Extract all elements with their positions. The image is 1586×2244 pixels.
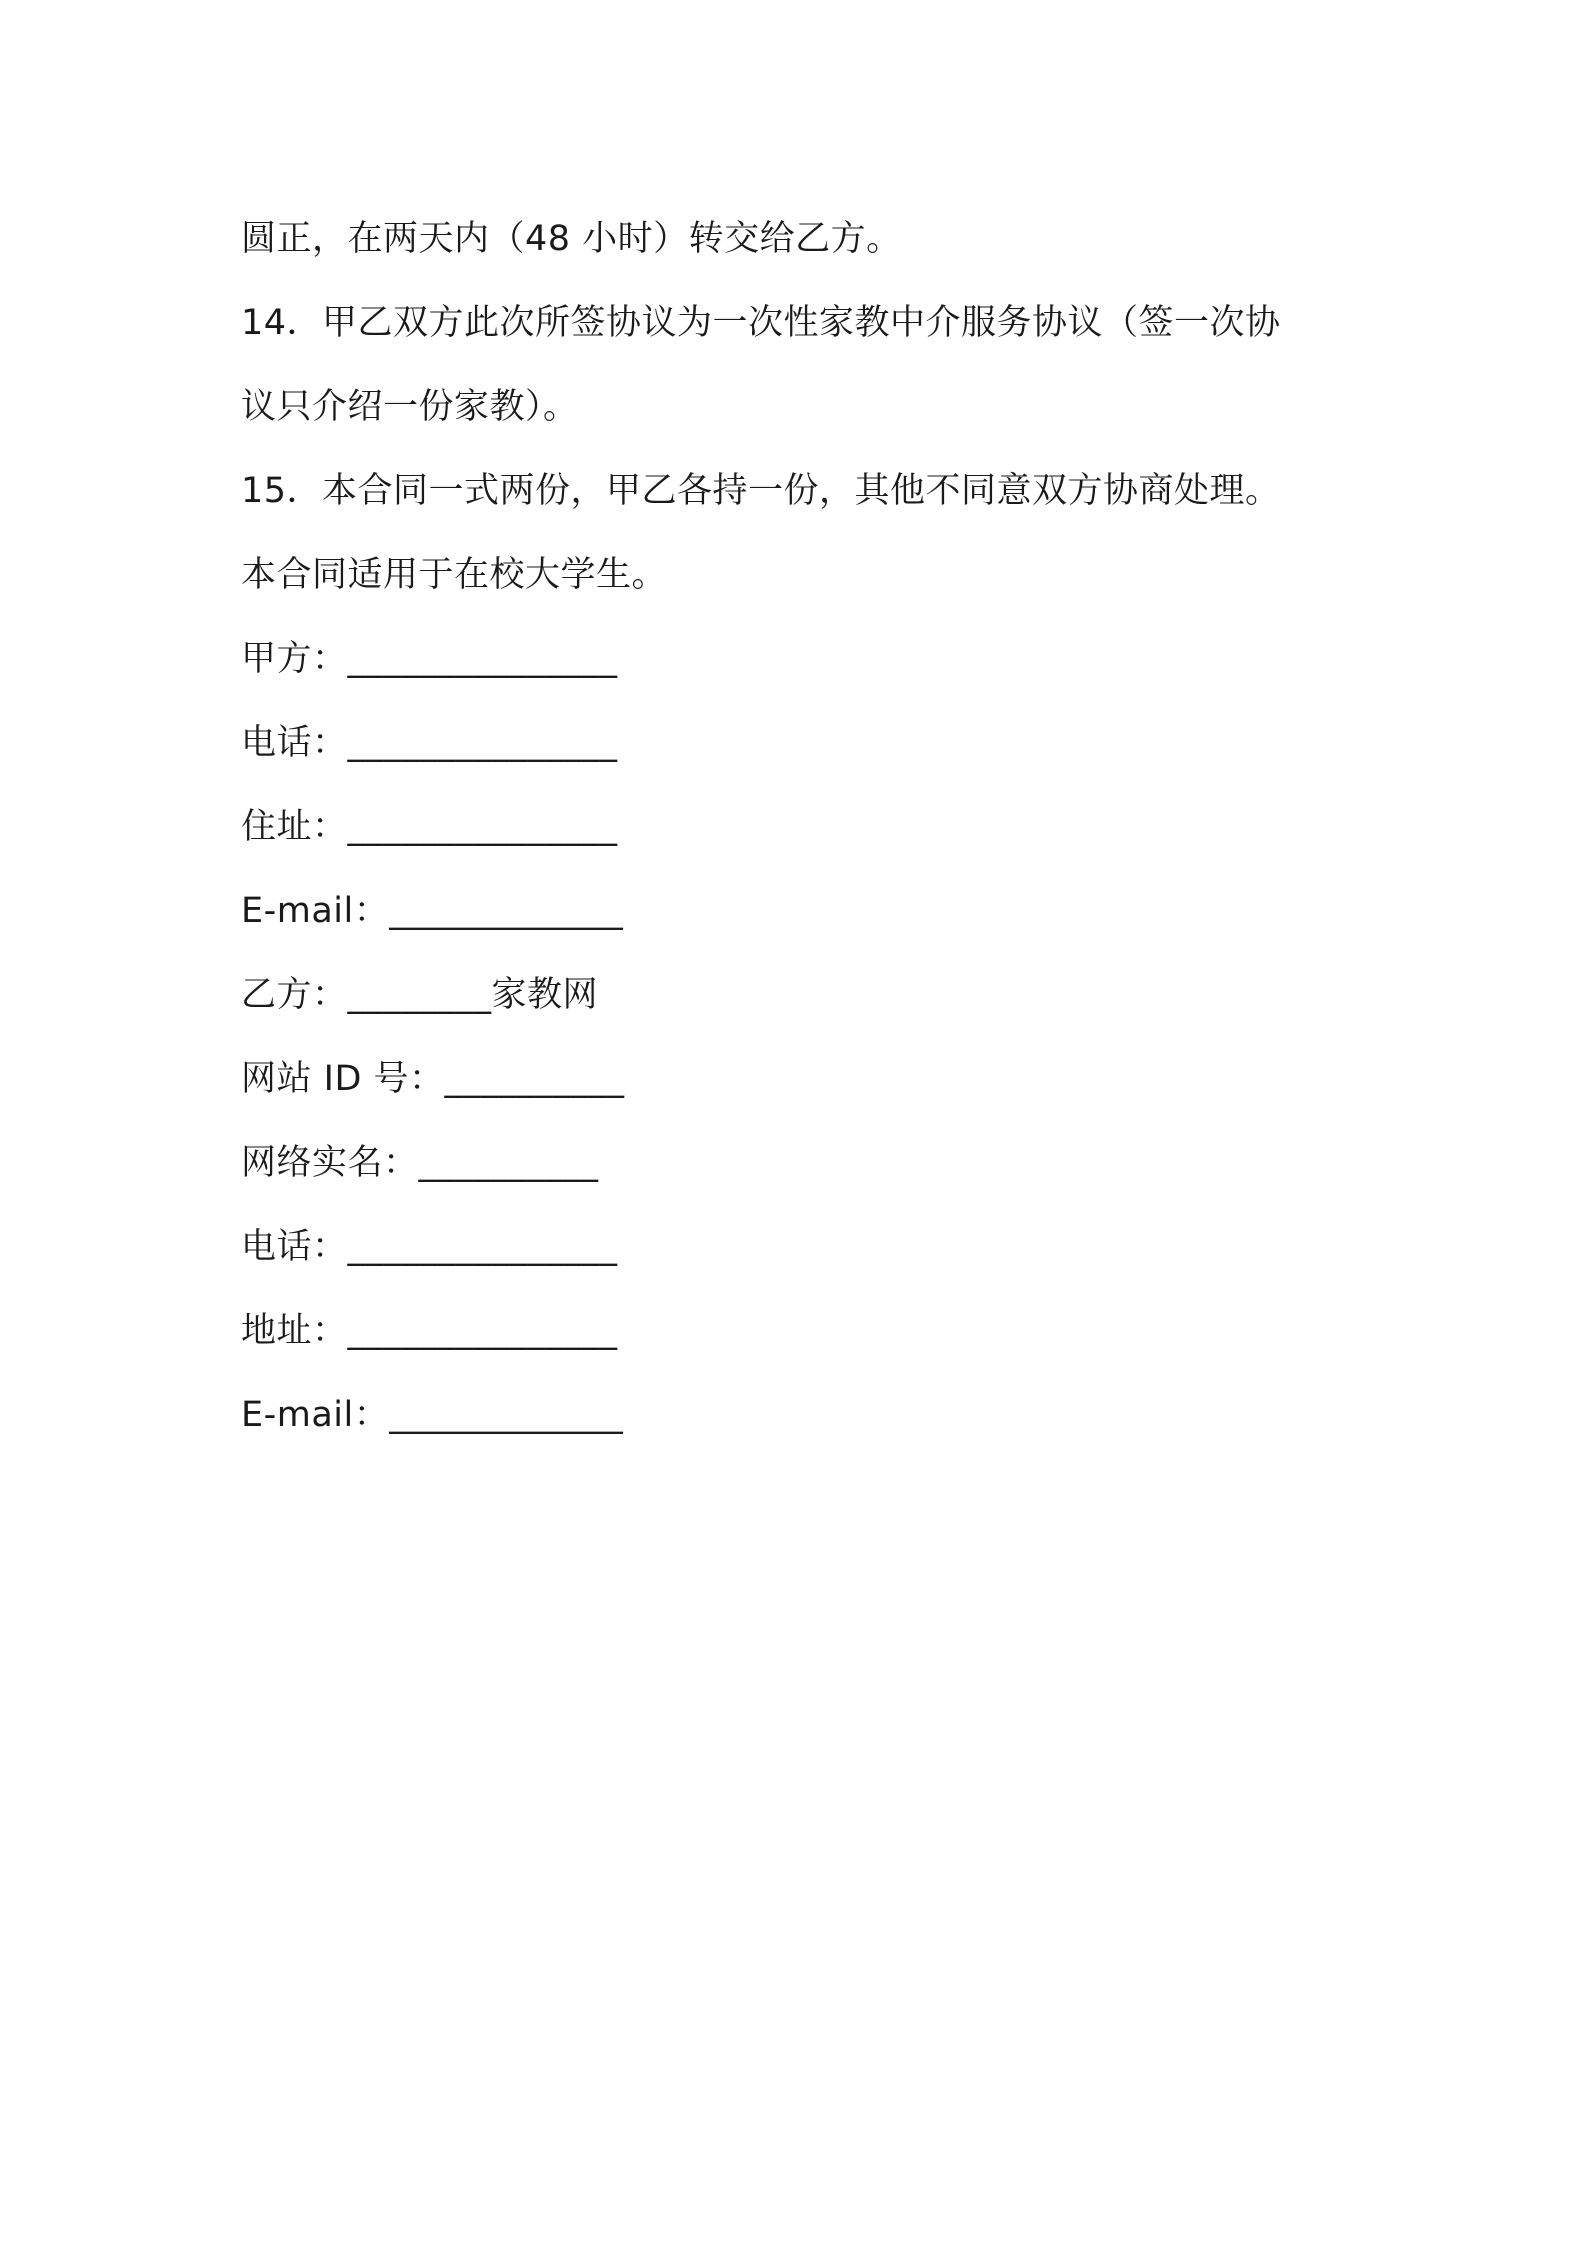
party-b-site-id-label: 网站 ID 号：: [241, 1059, 445, 1099]
party-a-email-row: [241, 869, 1371, 953]
party-a-name-row: [241, 617, 1371, 701]
applicability-note: 本合同适用于在校大学生。: [241, 555, 668, 595]
party-b-name-label: 乙方：: [241, 975, 348, 1015]
party-b-email-blank: _____________: [389, 1395, 624, 1435]
party-b-realname-label: 网络实名：: [241, 1143, 419, 1183]
party-a-email-label: E-mail：: [241, 891, 390, 931]
party-b-name-suffix: 家教网: [491, 975, 599, 1015]
party-b-phone-label: 电话：: [241, 1227, 348, 1267]
party-b-email-row: [241, 1373, 1371, 1457]
party-a-phone-label: 电话：: [241, 723, 348, 763]
party-a-name-blank: _______________: [347, 639, 618, 679]
party-a-address-row: [241, 785, 1371, 869]
party-b-name-blank: ________: [347, 975, 492, 1015]
party-a-name-label: 甲方：: [241, 639, 348, 679]
party-b-phone-row: [241, 1205, 1371, 1289]
party-b-realname-row: [241, 1121, 1371, 1205]
party-a-phone-row: [241, 701, 1371, 785]
party-b-phone-blank: _______________: [347, 1227, 618, 1267]
party-b-address-blank: _______________: [347, 1311, 618, 1351]
paragraph-delivery-terms: 圆正，在两天内（48 小时）转交给乙方。: [241, 219, 902, 259]
party-b-realname-blank: __________: [418, 1143, 599, 1183]
party-a-address-label: 住址：: [241, 807, 348, 847]
clause-15: 15．本合同一式两份，甲乙各持一份，其他不同意双方协商处理。: [241, 471, 1281, 511]
party-a-address-blank: _______________: [347, 807, 618, 847]
party-b-address-row: [241, 1289, 1371, 1373]
document-body: [241, 197, 1371, 1457]
party-b-site-id-blank: __________: [444, 1059, 625, 1099]
party-a-email-blank: _____________: [389, 891, 624, 931]
party-a-phone-blank: _______________: [347, 723, 618, 763]
party-b-site-id-row: [241, 1037, 1371, 1121]
clause-14-line-2: 议只介绍一份家教）。: [241, 387, 579, 427]
party-b-email-label: E-mail：: [241, 1395, 390, 1435]
party-b-name-row: [241, 953, 1371, 1037]
clause-14-line-1: 14．甲乙双方此次所签协议为一次性家教中介服务协议（签一次协: [241, 303, 1281, 343]
party-b-address-label: 地址：: [241, 1311, 348, 1351]
